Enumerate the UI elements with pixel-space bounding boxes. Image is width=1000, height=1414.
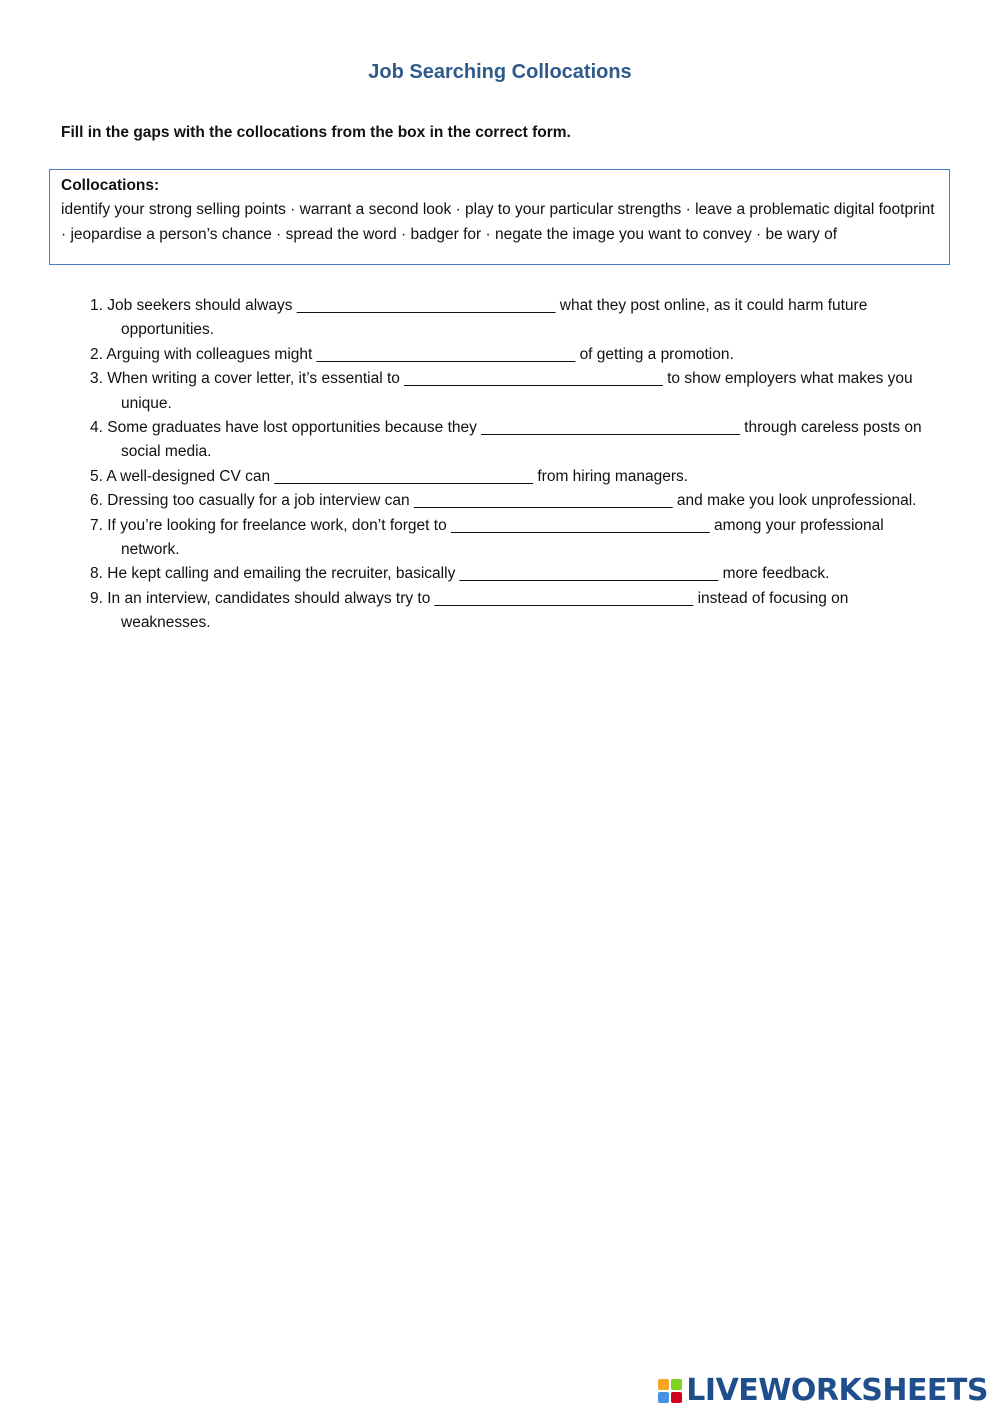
- answer-blank[interactable]: ______________________________: [274, 467, 534, 485]
- question-text-before: Arguing with colleagues might: [106, 345, 313, 363]
- question-text-before: Some graduates have lost opportunities because they: [107, 419, 477, 437]
- question-number: 4.: [90, 419, 103, 437]
- answer-blank[interactable]: ______________________________: [481, 419, 740, 437]
- question-text-after: instead of focusing on weaknesses.: [121, 589, 849, 632]
- question-item: [90, 489, 940, 513]
- question-item: [90, 465, 940, 489]
- question-item: [90, 562, 940, 586]
- question-list: [90, 294, 940, 636]
- answer-blank[interactable]: ______________________________: [316, 345, 576, 363]
- instructions: Fill in the gaps with the collocations from the box in the correct form.: [61, 124, 571, 141]
- collocations-list: identify your strong selling points · warrant a second look · play to your particular strengths · leave a problematic digital footprint · jeopardise a person’s chance · spread the word · badger for · negate the image you want to convey · be wary of: [61, 201, 935, 243]
- question-item: [90, 367, 940, 416]
- question-text-after: what they post online, as it could harm future opportunities.: [121, 297, 868, 339]
- page-title: Job Searching Collocations: [368, 61, 632, 83]
- question-text-before: In an interview, candidates should always try to: [107, 589, 431, 607]
- question-item: [90, 416, 940, 465]
- question-text-after: more feedback.: [722, 565, 830, 583]
- question-text-after: to show employers what makes you unique.: [121, 370, 913, 412]
- question-number: 8.: [90, 565, 103, 583]
- question-number: 3.: [90, 370, 103, 388]
- liveworksheets-logo-icon: [658, 1379, 682, 1403]
- question-text-before: If you’re looking for freelance work, don’t forget to: [107, 516, 447, 534]
- question-item: [90, 294, 940, 343]
- question-item: [90, 514, 940, 563]
- question-text-before: He kept calling and emailing the recruiter, basically: [107, 565, 456, 583]
- collocations-heading: Collocations:: [61, 177, 160, 194]
- answer-blank[interactable]: ______________________________: [459, 565, 719, 583]
- question-text-after: among your professional network.: [121, 516, 884, 559]
- question-text-before: When writing a cover letter, it’s essential to: [107, 370, 400, 388]
- answer-blank[interactable]: ______________________________: [451, 516, 710, 534]
- answer-blank[interactable]: ______________________________: [413, 492, 673, 510]
- question-text-after: from hiring managers.: [537, 467, 689, 485]
- question-text-before: A well-designed CV can: [106, 467, 271, 485]
- question-number: 1.: [90, 297, 103, 314]
- question-text-before: Dressing too casually for a job interview can: [107, 492, 410, 510]
- question-number: 7.: [90, 516, 103, 534]
- question-item: [90, 343, 940, 367]
- question-number: 9.: [90, 589, 103, 607]
- answer-blank[interactable]: ______________________________: [404, 370, 663, 388]
- logo-text: LIVEWORKSHEETS: [686, 1373, 988, 1408]
- question-text-before: Job seekers should always: [107, 297, 293, 314]
- question-number: 2.: [90, 345, 103, 363]
- liveworksheets-logo: [658, 1373, 988, 1408]
- question-text-after: through careless posts on social media.: [121, 419, 922, 461]
- question-item: [90, 587, 940, 636]
- question-number: 6.: [90, 492, 103, 510]
- question-text-after: of getting a promotion.: [579, 345, 734, 363]
- answer-blank[interactable]: ______________________________: [296, 297, 556, 314]
- question-number: 5.: [90, 467, 103, 485]
- answer-blank[interactable]: ______________________________: [434, 589, 694, 607]
- question-text-after: and make you look unprofessional.: [676, 492, 917, 510]
- collocations-box: [49, 169, 950, 265]
